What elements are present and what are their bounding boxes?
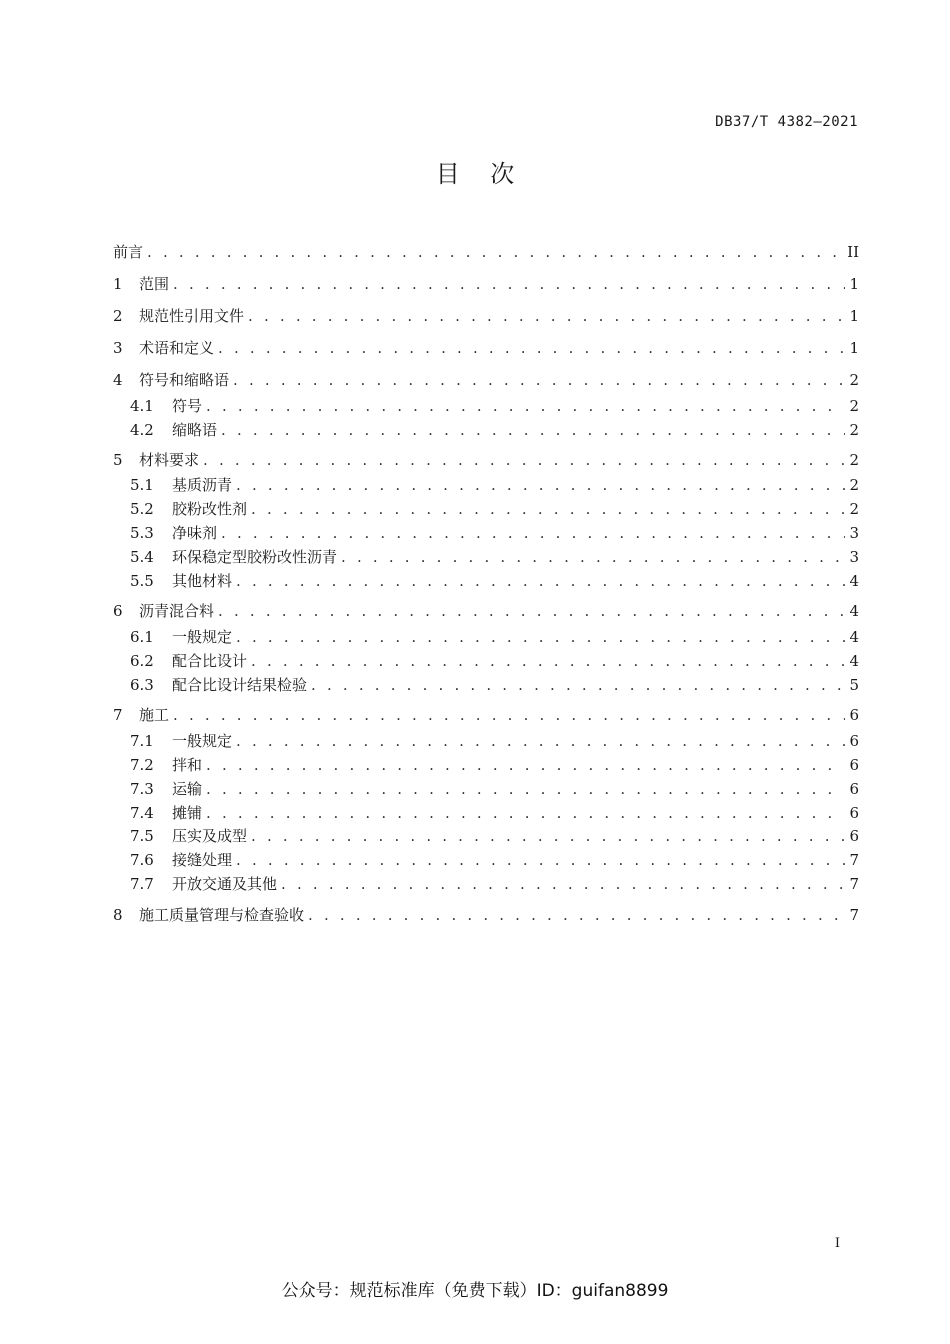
toc-entry[interactable] (113, 499, 859, 519)
toc-entry-page: 6 (849, 756, 859, 774)
document-code: DB37/T 4382—2021 (715, 114, 858, 130)
toc-dot-leader (236, 571, 845, 591)
toc-entry-page: 1 (849, 275, 859, 293)
toc-entry-page: 7 (849, 851, 859, 869)
toc-entry-label: 净味剂 (172, 524, 218, 542)
toc-entry[interactable] (113, 905, 859, 925)
toc-entry-page: 6 (849, 827, 859, 845)
toc-entry[interactable] (113, 874, 859, 894)
toc-entry[interactable] (113, 651, 859, 671)
toc-entry-label: 符号 (172, 397, 203, 415)
toc-entry-label: 拌和 (172, 756, 203, 774)
toc-entry-number: 7.7 (130, 875, 154, 893)
toc-entry-number: 5.3 (130, 524, 154, 542)
toc-entry[interactable] (113, 627, 859, 647)
toc-entry[interactable] (113, 475, 859, 495)
toc-entry-number: 7.3 (130, 780, 154, 798)
toc-entry[interactable] (113, 338, 859, 358)
toc-entry-page: 6 (849, 732, 859, 750)
toc-dot-leader (236, 850, 845, 870)
toc-entry[interactable] (113, 306, 859, 326)
toc-dot-leader (311, 675, 845, 695)
toc-entry[interactable] (113, 242, 859, 262)
toc-entry-number: 7 (113, 706, 123, 724)
toc-entry-label: 摊铺 (172, 804, 203, 822)
toc-dot-leader (233, 370, 845, 390)
toc-entry-page: 2 (849, 397, 859, 415)
toc-entry-label: 环保稳定型胶粉改性沥青 (172, 548, 338, 566)
toc-entry-label: 配合比设计 (172, 652, 248, 670)
toc-entry-number: 8 (113, 906, 123, 924)
toc-dot-leader (236, 731, 845, 751)
toc-entry-number: 1 (113, 275, 123, 293)
toc-entry-page: 2 (849, 371, 859, 389)
toc-dot-leader (281, 874, 845, 894)
toc-entry-number: 5.2 (130, 500, 154, 518)
toc-entry-label: 压实及成型 (172, 827, 248, 845)
toc-entry[interactable] (113, 850, 859, 870)
toc-dot-leader (203, 450, 845, 470)
toc-entry-page: 2 (849, 500, 859, 518)
toc-dot-leader (221, 523, 845, 543)
toc-entry-number: 5.1 (130, 476, 154, 494)
toc-dot-leader (341, 547, 845, 567)
page-number: I (834, 1236, 840, 1251)
toc-dot-leader (147, 242, 843, 262)
toc-entry-number: 6 (113, 602, 123, 620)
toc-entry-number: 4.2 (130, 421, 154, 439)
toc-entry-page: 3 (849, 524, 859, 542)
toc-entry-page: 1 (849, 307, 859, 325)
toc-entry-number: 6.2 (130, 652, 154, 670)
toc-entry-number: 7.4 (130, 804, 154, 822)
toc-entry-number: 3 (113, 339, 123, 357)
toc-entry[interactable] (113, 547, 859, 567)
toc-entry-label: 缩略语 (172, 421, 218, 439)
toc-entry-number: 5.4 (130, 548, 154, 566)
toc-entry-label: 胶粉改性剂 (172, 500, 248, 518)
toc-entry[interactable] (113, 705, 859, 725)
toc-dot-leader (206, 755, 845, 775)
toc-dot-leader (251, 651, 845, 671)
toc-entry-label: 前言 (113, 243, 144, 261)
watermark-text: 公众号：规范标准库（免费下载）ID：guifan8899 (281, 1281, 669, 1301)
toc-dot-leader (206, 803, 845, 823)
toc-entry[interactable] (113, 731, 859, 751)
toc-entry-number: 6.1 (130, 628, 154, 646)
toc-dot-leader (251, 826, 845, 846)
toc-dot-leader (308, 905, 845, 925)
toc-entry[interactable] (113, 450, 859, 470)
toc-entry[interactable] (113, 826, 859, 846)
toc-entry-label: 规范性引用文件 (139, 307, 245, 325)
toc-entry-page: 1 (849, 339, 859, 357)
toc-entry-number: 2 (113, 307, 123, 325)
toc-entry[interactable] (113, 601, 859, 621)
toc-entry-page: 4 (849, 652, 859, 670)
toc-entry-label: 符号和缩略语 (139, 371, 230, 389)
toc-entry-number: 5.5 (130, 572, 154, 590)
toc-dot-leader (221, 420, 845, 440)
toc-entry-label: 范围 (139, 275, 170, 293)
toc-entry-label: 材料要求 (139, 451, 200, 469)
toc-entry-page: 4 (849, 602, 859, 620)
page-title: 目 次 (435, 160, 515, 188)
toc-entry-number: 4 (113, 371, 123, 389)
toc-dot-leader (173, 274, 845, 294)
toc-entry-label: 施工 (139, 706, 170, 724)
toc-entry-label: 术语和定义 (139, 339, 215, 357)
toc-entry-number: 7.1 (130, 732, 154, 750)
toc-entry-page: 2 (849, 451, 859, 469)
toc-entry-page: 6 (849, 804, 859, 822)
toc-entry[interactable] (113, 396, 859, 416)
toc-entry[interactable] (113, 274, 859, 294)
toc-entry[interactable] (113, 523, 859, 543)
toc-entry-label: 一般规定 (172, 732, 233, 750)
toc-entry-page: 6 (849, 706, 859, 724)
toc-entry-number: 7.5 (130, 827, 154, 845)
toc-entry-page: 3 (849, 548, 859, 566)
toc-entry-number: 4.1 (130, 397, 154, 415)
toc-entry-page: 5 (849, 676, 859, 694)
toc-entry-page: 2 (849, 476, 859, 494)
toc-entry-label: 沥青混合料 (139, 602, 215, 620)
toc-dot-leader (251, 499, 845, 519)
toc-dot-leader (236, 475, 845, 495)
toc-entry-label: 开放交通及其他 (172, 875, 278, 893)
toc-entry-number: 7.6 (130, 851, 154, 869)
toc-entry-label: 接缝处理 (172, 851, 233, 869)
toc-entry-label: 基质沥青 (172, 476, 233, 494)
toc-dot-leader (236, 627, 845, 647)
toc-dot-leader (206, 396, 845, 416)
toc-entry-label: 施工质量管理与检查验收 (139, 906, 305, 924)
toc-entry-label: 一般规定 (172, 628, 233, 646)
toc-entry-label: 运输 (172, 780, 203, 798)
toc-entry-number: 5 (113, 451, 123, 469)
toc-entry-page: 6 (849, 780, 859, 798)
toc-entry-label: 配合比设计结果检验 (172, 676, 308, 694)
toc-entry-page: 7 (849, 875, 859, 893)
toc-dot-leader (248, 306, 845, 326)
toc-entry-page: 4 (849, 628, 859, 646)
toc-entry-page: 4 (849, 572, 859, 590)
toc-entry[interactable] (113, 420, 859, 440)
toc-entry-number: 7.2 (130, 756, 154, 774)
toc-entry[interactable] (113, 675, 859, 695)
toc-dot-leader (218, 601, 845, 621)
toc-entry[interactable] (113, 779, 859, 799)
toc-entry-page: 7 (849, 906, 859, 924)
toc-dot-leader (218, 338, 845, 358)
toc-entry-label: 其他材料 (172, 572, 233, 590)
toc-entry-page: II (847, 243, 859, 261)
toc-entry[interactable] (113, 571, 859, 591)
toc-entry[interactable] (113, 370, 859, 390)
toc-dot-leader (206, 779, 845, 799)
toc-entry[interactable] (113, 755, 859, 775)
toc-entry-page: 2 (849, 421, 859, 439)
toc-dot-leader (173, 705, 845, 725)
toc-entry-number: 6.3 (130, 676, 154, 694)
toc-entry[interactable] (113, 803, 859, 823)
